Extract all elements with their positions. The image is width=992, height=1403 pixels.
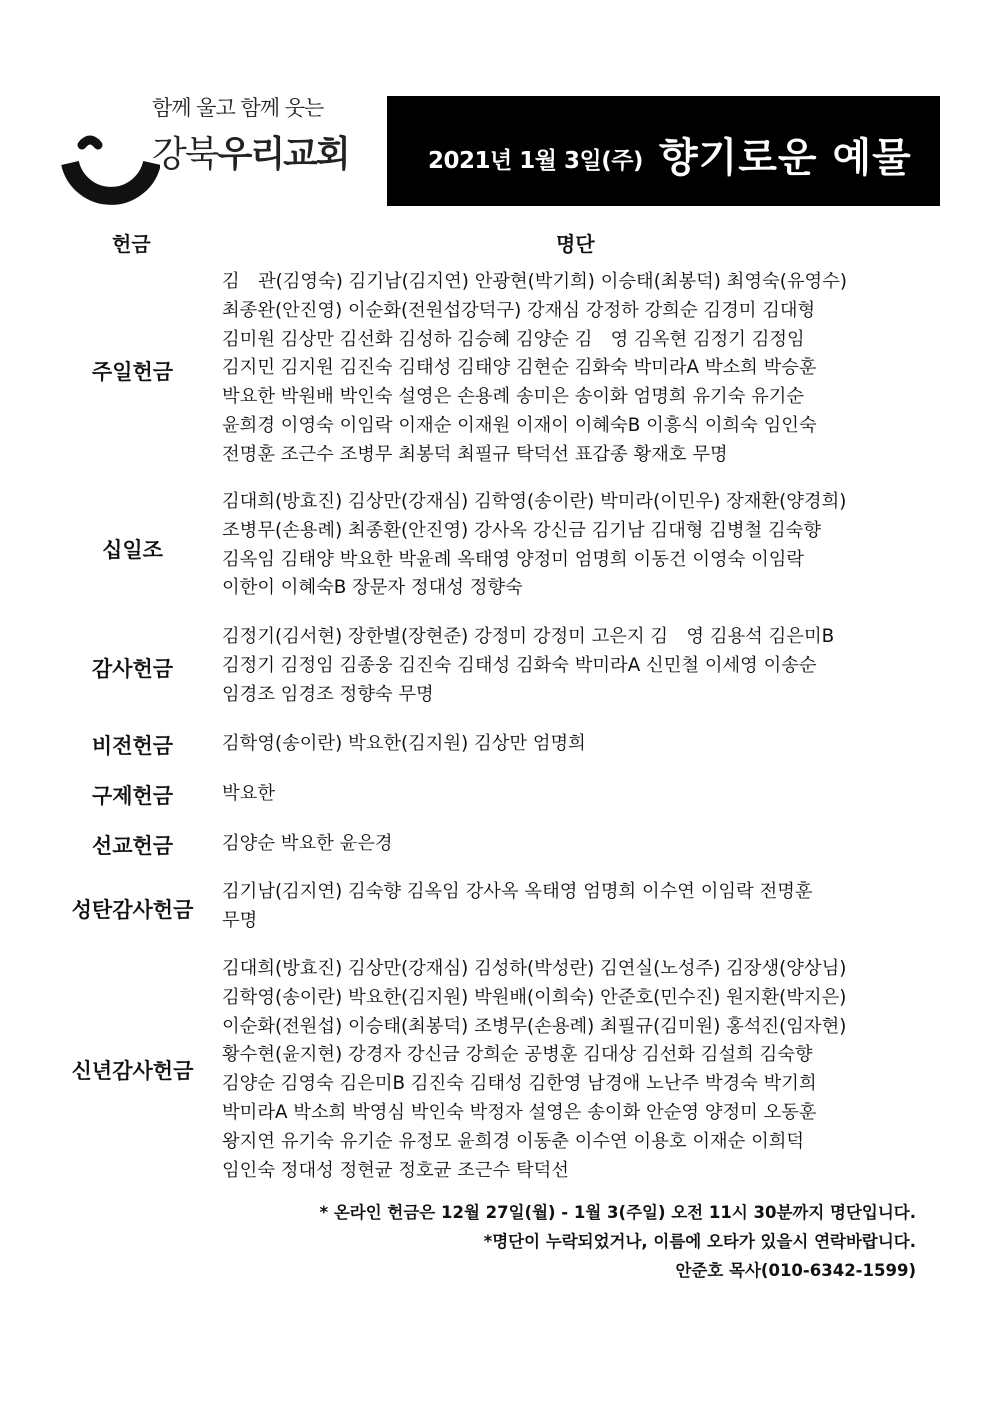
- name-line: 김지민 김지원 김진숙 김태성 김태양 김현순 김화숙 박미라A 박소희 박승훈: [222, 357, 817, 379]
- logo-church-name: [152, 126, 349, 177]
- names-column-header: 명단: [556, 232, 595, 256]
- name-line: 박요한: [222, 783, 275, 804]
- name-line: 최종완(안진영) 이순화(전원섭강덕구) 강재심 강정하 강희순 김경미 김대형: [222, 299, 816, 321]
- name-list: [222, 780, 902, 809]
- name-line: 박미라A 박소희 박영심 박인숙 박정자 설영은 송이화 안순영 양정미 오동훈: [222, 1101, 817, 1123]
- section-label: 십일조: [102, 538, 163, 562]
- name-line: 황수현(윤지현) 강경자 강신금 강희순 공병훈 김대상 김선화 김설희 김숙향: [222, 1044, 813, 1066]
- name-line: 무명: [222, 909, 258, 931]
- footer-notes: [319, 1198, 916, 1285]
- name-line: 김 관(김영숙) 김기남(김지연) 안광현(박기희) 이승태(최봉덕) 최영숙(유영수): [222, 271, 847, 292]
- section-label: 비전헌금: [91, 734, 174, 758]
- name-line: 박요한 박원배 박인숙 설영은 손용례 송미은 송이화 엄명희 유기숙 유기순: [222, 386, 805, 408]
- church-logo: [60, 88, 380, 218]
- page-title: 향기로운 예물: [659, 135, 912, 181]
- name-list: [222, 730, 902, 759]
- name-line: 김학영(송이란) 박요한(김지원) 김상만 엄명희: [222, 733, 586, 754]
- name-line: 이한이 이혜숙B 장문자 정대성 정향숙: [222, 577, 523, 599]
- section-label: 성탄감사헌금: [71, 898, 194, 922]
- name-line: 김양순 김영숙 김은미B 김진숙 김태성 김한영 남경애 노난주 박경숙 박기희: [222, 1073, 817, 1095]
- name-line: 김옥임 김태양 박요한 박윤례 옥태영 양정미 엄명희 이동건 이영숙 이임락: [222, 548, 805, 570]
- name-line: 임인숙 정대성 정현균 정호균 조근수 탁덕선: [222, 1159, 569, 1181]
- offering-column-header: 헌금: [112, 232, 151, 256]
- section-label: 구제헌금: [91, 784, 174, 808]
- name-line: 김학영(송이란) 박요한(김지원) 박원배(이희숙) 안준호(민수진) 원지환(박지은): [222, 986, 847, 1008]
- logo-name-bold: 우리교회: [217, 134, 349, 175]
- name-line: 임경조 임경조 정향숙 무명: [222, 683, 434, 705]
- online-offering-note: * 온라인 헌금은 12월 27일(월) - 1월 3(주일) 오전 11시 30분까지 명단입니다.: [319, 1203, 916, 1222]
- name-line: 이순화(전원섭) 이승태(최봉덕) 조병무(손용례) 최필규(김미원) 홍석진(임자현): [222, 1015, 847, 1037]
- section-label: 감사헌금: [91, 657, 174, 681]
- name-list: [222, 955, 902, 1185]
- name-line: 김정기(김서현) 장한별(장현준) 강정미 강정미 고은지 김 영 김용석 김은미B: [222, 626, 835, 647]
- section-label: 주일헌금: [91, 360, 174, 384]
- service-date: 2021년 1월 3일(주): [428, 148, 643, 174]
- name-list: [222, 488, 902, 603]
- logo-tagline: 함께 울고 함께 웃는: [152, 96, 324, 120]
- name-list: [222, 878, 902, 936]
- logo-name-prefix: 강북: [152, 134, 218, 175]
- name-line: 김정기 김정임 김종웅 김진숙 김태성 김화숙 박미라A 신민철 이세영 이송순: [222, 654, 817, 676]
- contact-note: 안준호 목사(010-6342-1599): [675, 1261, 916, 1280]
- name-list: [222, 268, 902, 470]
- correction-note: *명단이 누락되었거나, 이름에 오타가 있을시 연락바랍니다.: [483, 1232, 916, 1251]
- smile-logo-icon: [60, 123, 160, 218]
- title-banner: [387, 96, 940, 206]
- name-line: 조병무(손용례) 최종환(안진영) 강사옥 강신금 김기남 김대형 김병철 김숙향: [222, 519, 821, 541]
- name-line: 김양순 박요한 윤은경: [222, 833, 393, 854]
- name-line: 김기남(김지연) 김숙향 김옥임 강사옥 옥태영 엄명희 이수연 이임락 전명훈: [222, 881, 813, 902]
- name-line: 전명훈 조근수 조병무 최봉덕 최필규 탁덕선 표갑종 황재호 무명: [222, 443, 728, 465]
- name-line: 왕지연 유기숙 유기순 유정모 윤희경 이동춘 이수연 이용호 이재순 이희덕: [222, 1130, 805, 1152]
- name-list: [222, 830, 902, 859]
- name-line: 김미원 김상만 김선화 김성하 김승혜 김양순 김 영 김옥현 김정기 김정임: [222, 328, 805, 350]
- section-label: 선교헌금: [91, 834, 174, 858]
- name-line: 김대희(방효진) 김상만(강재심) 김학영(송이란) 박미라(이민우) 장재환(양경희): [222, 491, 847, 512]
- section-label: 신년감사헌금: [71, 1059, 194, 1083]
- name-list: [222, 623, 902, 709]
- name-line: 윤희경 이영숙 이임락 이재순 이재원 이재이 이혜숙B 이흥식 이희숙 임인숙: [222, 414, 817, 436]
- name-line: 김대희(방효진) 김상만(강재심) 김성하(박성란) 김연실(노성주) 김장생(양상님): [222, 958, 847, 979]
